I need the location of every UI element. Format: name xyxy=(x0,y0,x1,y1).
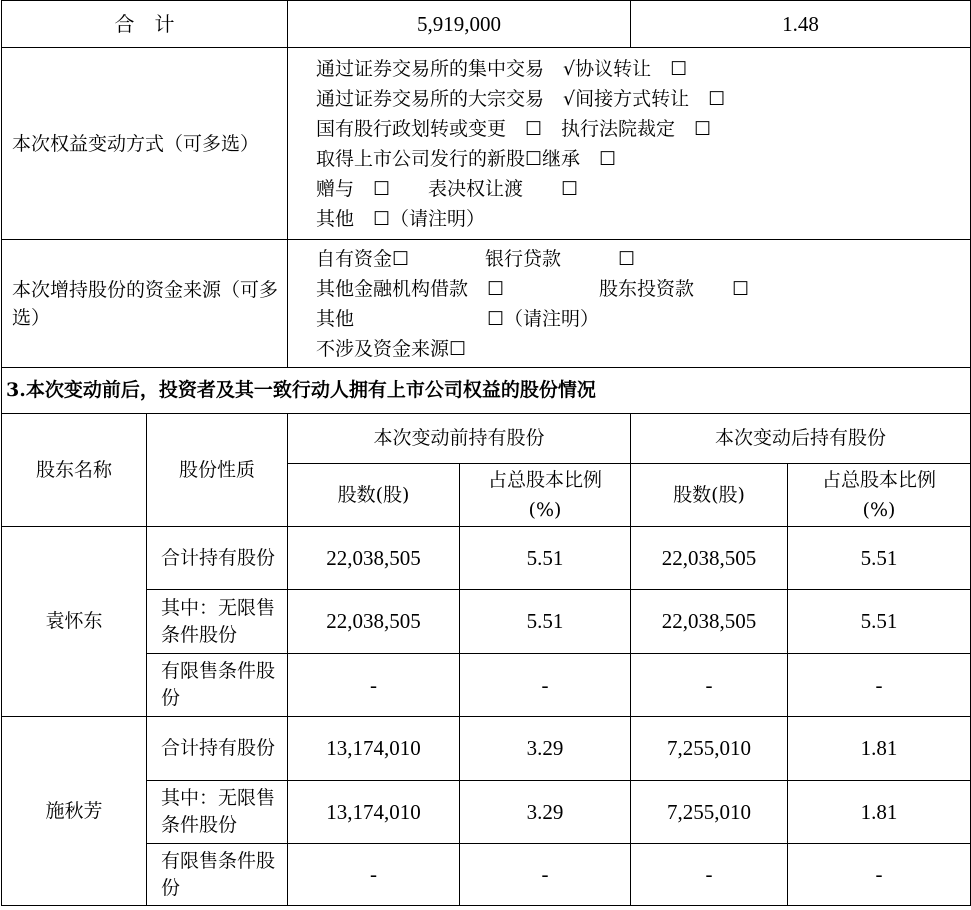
table-row xyxy=(2,590,971,654)
before-shares-header: 股数(股) xyxy=(288,464,460,527)
after-shares: - xyxy=(631,844,788,906)
after-ratio: - xyxy=(788,654,971,717)
change-method-row xyxy=(2,48,971,240)
share-type: 其中：无限售条件股份 xyxy=(147,781,288,844)
change-method-options xyxy=(288,48,971,240)
holder-name: 施秋芳 xyxy=(2,717,147,906)
before-ratio-header: 占总股本比例(%) xyxy=(460,464,631,527)
option-line: 其他 ☐（请注明） xyxy=(316,307,600,330)
table-row xyxy=(2,654,971,717)
after-ratio: 1.81 xyxy=(788,781,971,844)
before-ratio: - xyxy=(460,844,631,906)
fund-source-row xyxy=(2,240,971,368)
after-shares: 22,038,505 xyxy=(631,590,788,654)
option-line: 赠与 ☐ 表决权让渡 ☐ xyxy=(316,177,579,200)
before-ratio: 3.29 xyxy=(460,781,631,844)
before-shares: 13,174,010 xyxy=(288,717,460,781)
total-ratio: 1.48 xyxy=(631,1,971,48)
option-line: 不涉及资金来源☐ xyxy=(316,337,467,360)
table-row xyxy=(2,527,971,590)
before-header: 本次变动前持有股份 xyxy=(288,414,631,464)
option-line: 国有股行政划转或变更 ☐ 执行法院裁定 ☐ xyxy=(316,117,712,140)
before-ratio: 5.51 xyxy=(460,527,631,590)
change-method-label: 本次权益变动方式（可多选） xyxy=(2,48,288,240)
option-line: 其他 ☐（请注明） xyxy=(316,207,486,230)
section3-title: 3.本次变动前后，投资者及其一致行动人拥有上市公司权益的股份情况 xyxy=(2,368,971,414)
before-ratio: 5.51 xyxy=(460,590,631,654)
after-ratio: - xyxy=(788,844,971,906)
after-header: 本次变动后持有股份 xyxy=(631,414,971,464)
option-line: 取得上市公司发行的新股☐继承 ☐ xyxy=(316,147,617,170)
after-shares: 7,255,010 xyxy=(631,781,788,844)
holder-name: 袁怀东 xyxy=(2,527,147,717)
after-ratio: 5.51 xyxy=(788,527,971,590)
share-type: 合计持有股份 xyxy=(147,717,288,781)
share-type: 有限售条件股份 xyxy=(147,654,288,717)
header-row-1 xyxy=(2,414,971,464)
section3-row xyxy=(2,368,971,414)
before-shares: 22,038,505 xyxy=(288,527,460,590)
table-row xyxy=(2,717,971,781)
option-line: 其他金融机构借款 ☐ 股东投资款 ☐ xyxy=(316,277,750,300)
before-ratio: - xyxy=(460,654,631,717)
before-shares: - xyxy=(288,654,460,717)
after-shares-header: 股数(股) xyxy=(631,464,788,527)
option-line: 通过证券交易所的集中交易 √协议转让 ☐ xyxy=(316,57,688,80)
equity-change-table xyxy=(1,0,971,906)
option-line: 自有资金☐ 银行贷款 ☐ xyxy=(316,247,636,270)
fund-source-options xyxy=(288,240,971,368)
after-ratio: 5.51 xyxy=(788,590,971,654)
option-line: 通过证券交易所的大宗交易 √间接方式转让 ☐ xyxy=(316,87,726,110)
table-row xyxy=(2,781,971,844)
after-shares: 7,255,010 xyxy=(631,717,788,781)
share-type: 有限售条件股份 xyxy=(147,844,288,906)
total-label: 合 计 xyxy=(2,1,288,48)
before-shares: 22,038,505 xyxy=(288,590,460,654)
total-row xyxy=(2,1,971,48)
after-shares: 22,038,505 xyxy=(631,527,788,590)
after-shares: - xyxy=(631,654,788,717)
share-type: 其中：无限售条件股份 xyxy=(147,590,288,654)
share-nature-header: 股份性质 xyxy=(147,414,288,527)
before-ratio: 3.29 xyxy=(460,717,631,781)
before-shares: - xyxy=(288,844,460,906)
table-row xyxy=(2,844,971,906)
share-type: 合计持有股份 xyxy=(147,527,288,590)
after-ratio: 1.81 xyxy=(788,717,971,781)
before-shares: 13,174,010 xyxy=(288,781,460,844)
after-ratio-header: 占总股本比例(%) xyxy=(788,464,971,527)
holder-name-header: 股东名称 xyxy=(2,414,147,527)
total-shares: 5,919,000 xyxy=(288,1,631,48)
fund-source-label: 本次增持股份的资金来源（可多选） xyxy=(2,240,288,368)
